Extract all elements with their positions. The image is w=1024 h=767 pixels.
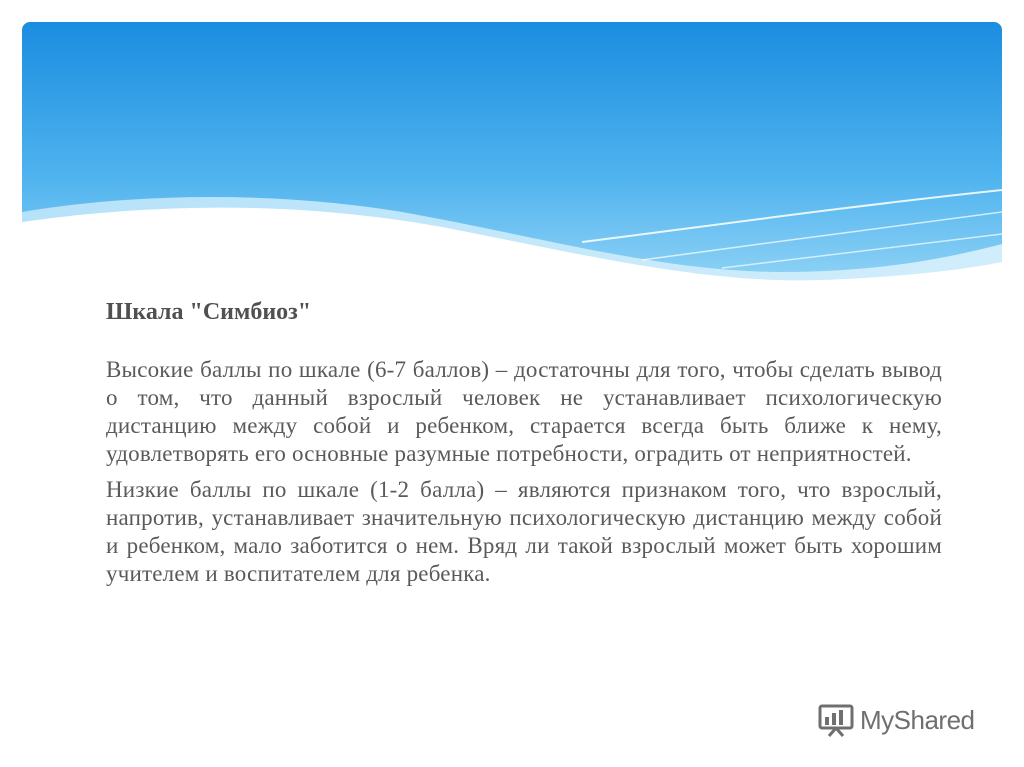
paragraph-low-scores: Низкие баллы по шкале (1-2 балла) – являются признаком того, что взрослый, напротив, устанавливает значительную психологическую дистанцию между собой и ребенком, мало заботится о нем. Вряд ли такой взрослый может быть хорошим учителем и воспитателем для ребенка. xyxy=(106,477,942,586)
slide xyxy=(22,22,1002,767)
watermark xyxy=(818,700,975,740)
slide-content xyxy=(106,298,942,596)
paragraph-high-scores: Высокие баллы по шкале (6-7 баллов) – достаточны для того, чтобы сделать вывод о том, что данный взрослый человек не устанавливает психологическую дистанцию между собой и ребенком, старается всегда быть ближе к нему, удовлетворять его основные разумные потребности, оградить от неприятностей. xyxy=(106,357,942,466)
slide-title: Шкала "Симбиоз" xyxy=(106,299,312,325)
presentation-board-icon xyxy=(818,703,854,737)
header-wave-decoration xyxy=(22,22,1002,302)
watermark-text: MyShared xyxy=(860,704,975,735)
